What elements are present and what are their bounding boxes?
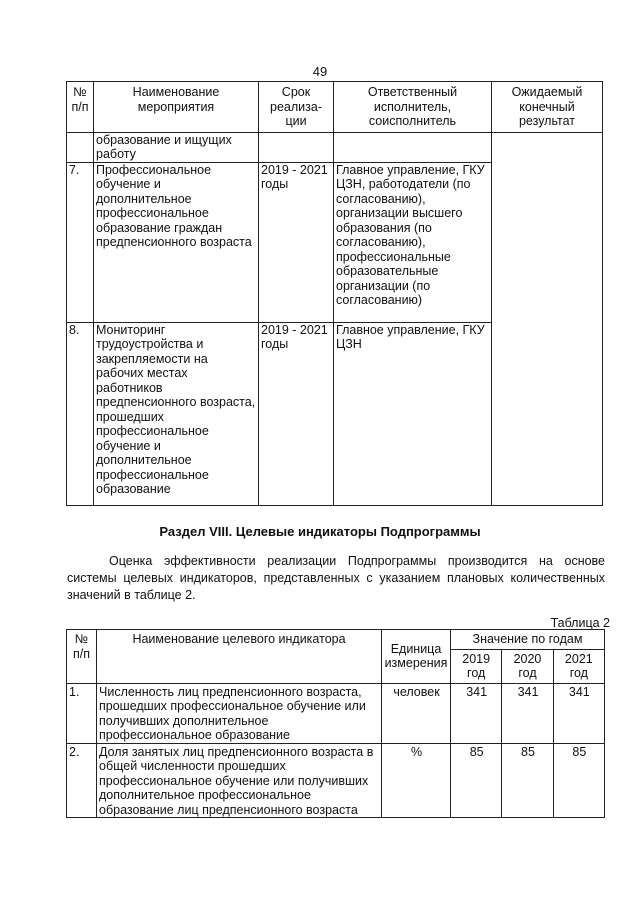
result-cell	[492, 132, 603, 505]
row-name: образование и ищущих работу	[94, 132, 259, 162]
header-no: № п/п	[67, 630, 97, 684]
row-term: 2019 - 2021 годы	[259, 322, 334, 505]
measures-table	[66, 81, 603, 506]
row-no: 7.	[67, 162, 94, 322]
row-value-2020: 341	[502, 683, 553, 743]
header-values-by-year: Значение по годам	[451, 630, 605, 650]
header-indicator-name: Наименование целевого индикатора	[97, 630, 382, 684]
table-row	[67, 743, 605, 818]
row-executor	[334, 132, 492, 162]
row-unit: человек	[382, 683, 451, 743]
row-value-2021: 341	[553, 683, 604, 743]
row-term: 2019 - 2021 годы	[259, 162, 334, 322]
header-term: Срок реализа-ции	[259, 82, 334, 133]
row-executor: Главное управление, ГКУ ЦЗН	[334, 322, 492, 505]
row-executor: Главное управление, ГКУ ЦЗН, работодатели (по согласованию), организации высшего образования (по согласованию), профессиональные образовательные организации (по согласованию)	[334, 162, 492, 322]
row-name: Мониторинг трудоустройства и закрепляемости на рабочих местах работников предпенсионного возраста, прошедших профессиональное обучение и дополнительное профессиональное образование	[94, 322, 259, 505]
header-executor: Ответственный исполнитель, соисполнитель	[334, 82, 492, 133]
row-value-2019: 341	[451, 683, 502, 743]
header-year-2020: 2020 год	[502, 649, 553, 683]
body-paragraph	[67, 553, 605, 604]
row-name: Профессиональное обучение и дополнительное профессиональное образование граждан предпенсионного возраста	[94, 162, 259, 322]
header-year-2021: 2021 год	[553, 649, 604, 683]
paragraph-line-1: Оценка эффективности реализации Подпрограммы производится на основе	[109, 554, 605, 568]
indicators-table	[66, 629, 605, 818]
row-indicator-name: Численность лиц предпенсионного возраста, прошедших профессиональное обучение или получивших дополнительное профессиональное образование	[97, 683, 382, 743]
table-label: Таблица 2	[550, 616, 610, 630]
table-row	[67, 132, 603, 162]
section-title: Раздел VIII. Целевые индикаторы Подпрограммы	[159, 524, 481, 539]
paragraph-rest: системы целевых индикаторов, представленных с указанием плановых количественных значений в таблице 2.	[67, 571, 605, 602]
table-row	[67, 683, 605, 743]
table-header-row	[67, 82, 603, 133]
row-value-2020: 85	[502, 743, 553, 818]
header-unit: Единица измерения	[382, 630, 451, 684]
row-no: 2.	[67, 743, 97, 818]
row-value-2019: 85	[451, 743, 502, 818]
row-no	[67, 132, 94, 162]
page-number: 49	[312, 64, 328, 79]
header-name: Наименование мероприятия	[94, 82, 259, 133]
row-term	[259, 132, 334, 162]
row-indicator-name: Доля занятых лиц предпенсионного возраста в общей численности прошедших профессиональное обучение или получивших дополнительное профессиональное образование лиц предпенсионного возраста	[97, 743, 382, 818]
table-header-row	[67, 630, 605, 650]
header-result: Ожидаемый конечный результат	[492, 82, 603, 133]
header-no: № п/п	[67, 82, 94, 133]
row-unit: %	[382, 743, 451, 818]
header-year-2019: 2019 год	[451, 649, 502, 683]
row-no: 8.	[67, 322, 94, 505]
row-no: 1.	[67, 683, 97, 743]
row-value-2021: 85	[553, 743, 604, 818]
